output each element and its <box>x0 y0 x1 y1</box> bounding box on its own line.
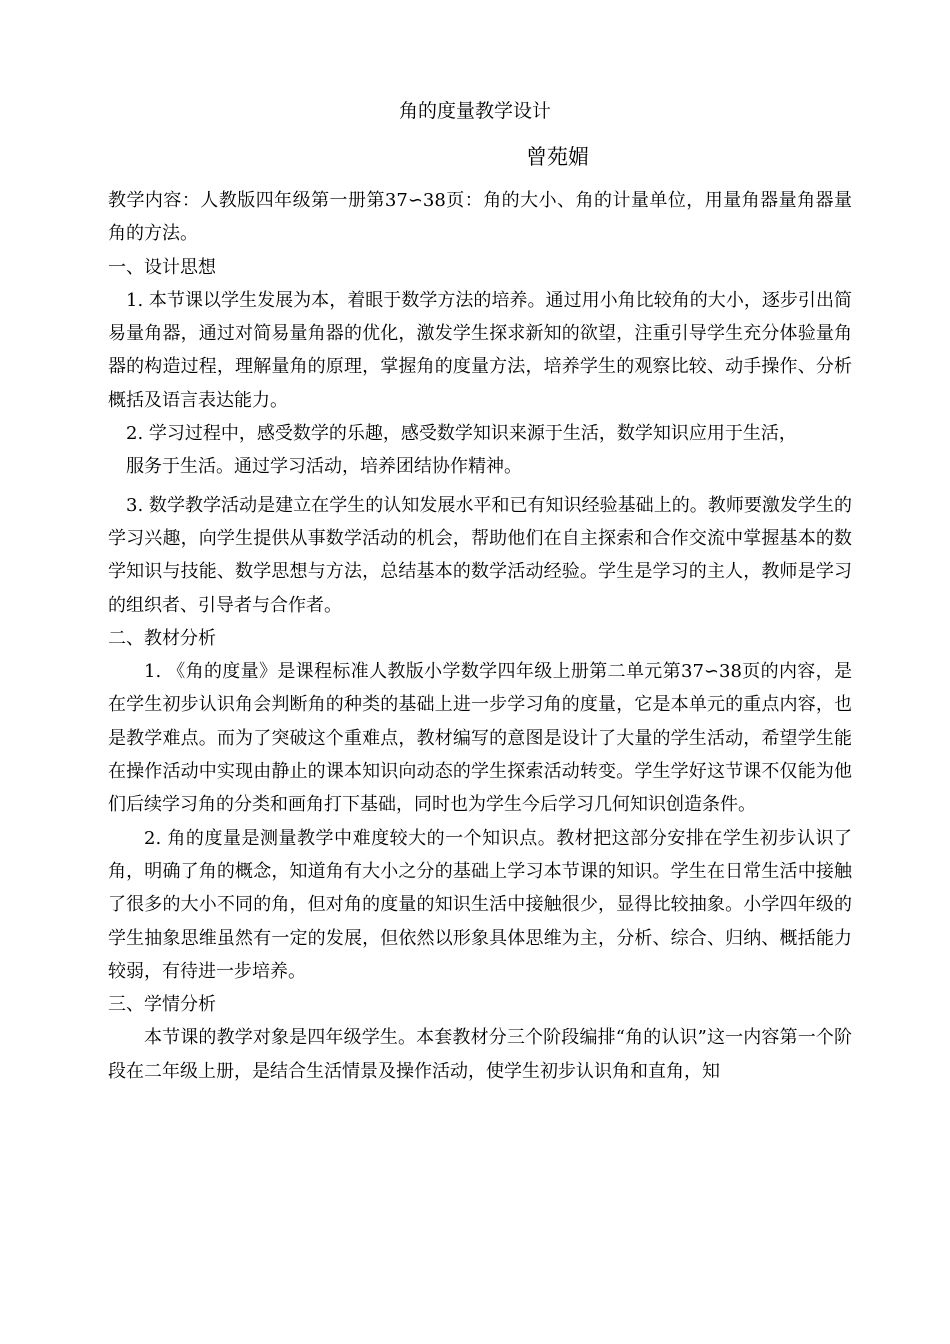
document-title: 角的度量教学设计 <box>398 100 551 122</box>
student-analysis-paragraph-1: 本节课的教学对象是四年级学生。本套教材分三个阶段编排“角的认识”这一内容第一个阶段在二年级上册，是结合生活情景及操作活动，使学生初步认识角和直角，知 <box>108 1027 852 1082</box>
section-heading-material-analysis: 二、教材分析 <box>108 627 216 649</box>
section-heading-design-idea: 一、设计思想 <box>108 256 216 278</box>
material-analysis-paragraph-1: 1. 《角的度量》是课程标准人教版小学数学四年级上册第二单元第37∽38页的内容，是在学生初步认识角会判断角的种类的基础上进一步学习角的度量，它是本单元的重点内容，也是教学难点。而为了突破这个重难点，教材编写的意图是设计了大量的学生活动，希望学生能在操作活动中实现由静止的课本知识向动态的学生探索活动转变。学生学好这节课不仅能为他们后续学习角的分类和画角打下基础，同时也为学生今后学习几何知识创造条件。 <box>108 661 852 816</box>
design-idea-paragraph-2-line-2: 服务于生活。通过学习活动，培养团结协作精神。 <box>126 456 522 478</box>
section-heading-student-analysis: 三、学情分析 <box>108 994 216 1016</box>
design-idea-paragraph-1: 1. 本节课以学生发展为本，着眼于数学方法的培养。通过用小角比较角的大小，逐步引出简易量角器，通过对简易量角器的优化，激发学生探求新知的欲望，注重引导学生充分体验量角器的构造过程，理解量角的原理，掌握角的度量方法，培养学生的观察比较、动手操作、分析概括及语言表达能力。 <box>108 289 852 411</box>
document-body <box>108 184 852 1088</box>
teaching-content-paragraph: 教学内容：人教版四年级第一册第37∽38页：角的大小、角的计量单位，用量角器量角器量角的方法。 <box>108 190 852 245</box>
design-idea-paragraph-2-line-1: 2. 学习过程中，感受数学的乐趣，感受数学知识来源于生活，数学知识应用于生活， <box>126 423 797 445</box>
design-idea-paragraph-3: 3. 数学教学活动是建立在学生的认知发展水平和已有知识经验基础上的。教师要激发学生的学习兴趣，向学生提供从事数学活动的机会，帮助他们在自主探索和合作交流中掌握基本的数学知识与技能、数学思想与方法，总结基本的数学活动经验。学生是学习的主人，教师是学习的组织者、引导者与合作者。 <box>108 494 852 616</box>
material-analysis-paragraph-2: 2. 角的度量是测量教学中难度较大的一个知识点。教材把这部分安排在学生初步认识了角，明确了角的概念，知道角有大小之分的基础上学习本节课的知识。学生在日常生活中接触了很多的大小不同的角，但对角的度量的知识生活中接触很少，显得比较抽象。小学四年级的学生抽象思维虽然有一定的发展，但依然以形象具体思维为主，分析、综合、归纳、概括能力较弱，有待进一步培养。 <box>108 827 852 982</box>
author-name: 曾苑媚 <box>526 145 589 169</box>
